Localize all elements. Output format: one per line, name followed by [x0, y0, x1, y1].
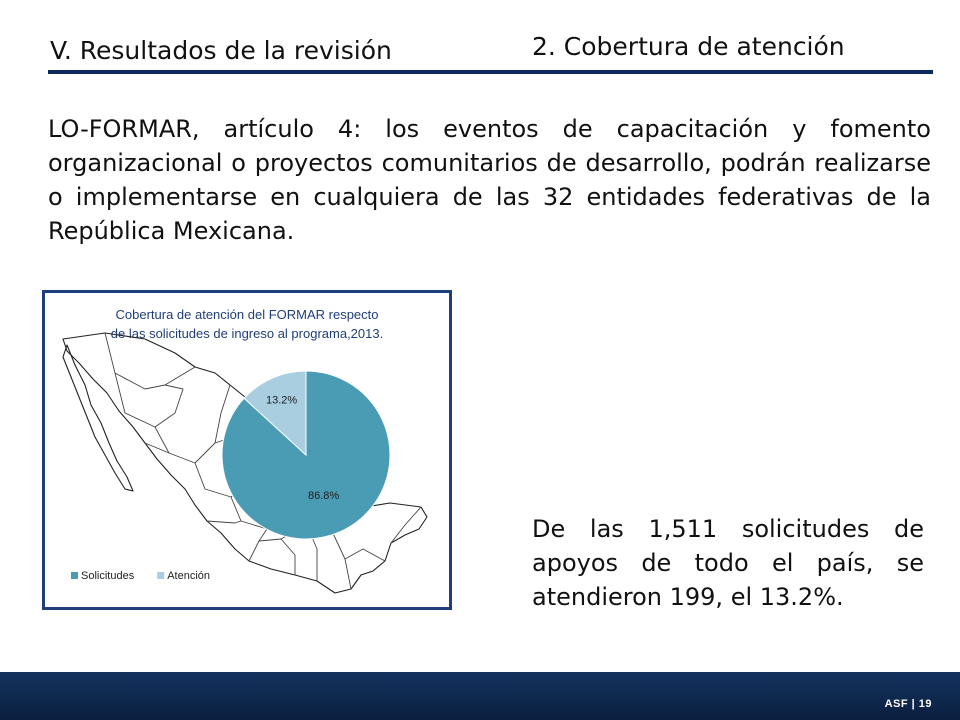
footer-bar: [0, 672, 960, 720]
state-line-6: [207, 521, 241, 523]
pie-slices: [222, 371, 390, 539]
chart-legend: [71, 570, 210, 582]
chart-title-line-1: Cobertura de atención del FORMAR respecto: [115, 307, 379, 322]
state-line-14: [259, 529, 267, 541]
pie-chart: [45, 293, 449, 607]
state-line-3: [155, 385, 230, 463]
baja-california: [63, 345, 133, 491]
subsection-title: 2. Cobertura de atención: [532, 32, 845, 61]
pie-label-atención: 13.2%: [266, 394, 298, 407]
summary-paragraph: De las 1,511 solicitudes de apoyos de todo el país, se atendieron 199, el 13.2%.: [532, 515, 924, 611]
footer-page-label: ASF | 19: [884, 698, 932, 710]
pie-label-solicitudes: 86.8%: [307, 489, 340, 502]
legend-label-atención: Atención: [167, 570, 211, 582]
legend-swatch-atención: [157, 572, 164, 579]
chart-frame: [42, 290, 452, 610]
chart-title-line-2: de las solicitudes de ingreso al programa,2013.: [110, 326, 384, 341]
section-title: V. Resultados de la revisión: [50, 36, 392, 65]
legend-label-solicitudes: Solicitudes: [81, 570, 135, 582]
state-line-9: [345, 549, 385, 589]
state-line-11: [391, 507, 421, 543]
legend-swatch-solicitudes: [71, 572, 78, 579]
header-divider: [48, 70, 933, 74]
intro-paragraph: LO-FORMAR, artículo 4: los eventos de capacitación y fomento organizacional o proyectos comunitarios de desarrollo, podrán realizarse o implementarse en cualquiera de las 32 entidades federativas de la República Mexicana.: [48, 115, 931, 245]
